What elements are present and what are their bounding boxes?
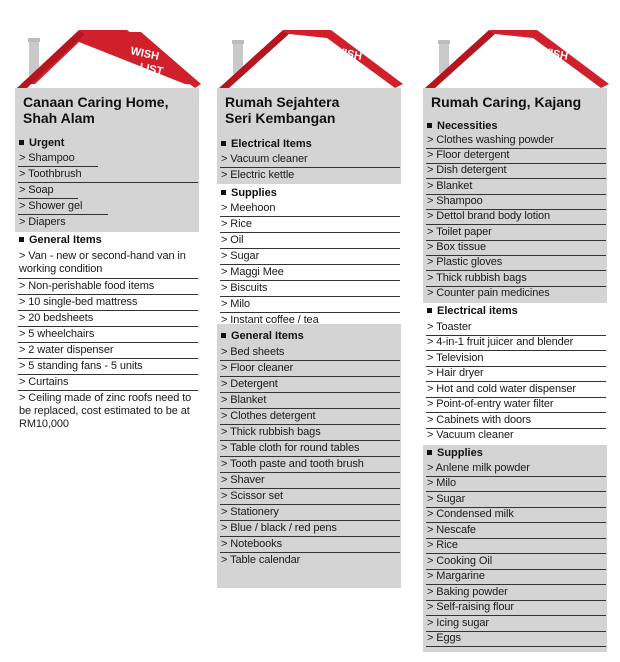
list-item: > Soap — [19, 184, 54, 196]
list-item: > 4-in-1 fruit juicer and blender — [427, 336, 574, 348]
list-item: > Sugar — [221, 250, 260, 262]
list-item: > Thick rubbish bags — [221, 426, 321, 438]
list-item: > Box tissue — [427, 241, 487, 253]
list-item: > Blanket — [221, 394, 267, 406]
list-item: > Point-of-entry water filter — [427, 398, 554, 410]
wish-badge-line1: WISH — [538, 45, 569, 63]
list-item: > Margarine — [427, 570, 485, 582]
list-item: > Cooking Oil — [427, 555, 493, 567]
list-item: > Anlene milk powder — [427, 462, 530, 474]
list-panel — [217, 88, 401, 588]
list-item: > Biscuits — [221, 282, 268, 294]
home-column-sejahtera — [217, 26, 405, 646]
list-item: > Plastic gloves — [427, 256, 503, 268]
bullet-square-icon — [221, 190, 226, 195]
section-heading-supplies: Supplies — [427, 447, 483, 460]
list-item: > Hair dryer — [427, 367, 484, 379]
list-item: > Table calendar — [221, 554, 301, 566]
list-item: > Milo — [427, 477, 457, 489]
list-item: > Scissor set — [221, 490, 283, 502]
list-item: > Electric kettle — [221, 169, 295, 181]
home-title-line1: Rumah Sejahtera — [225, 94, 340, 110]
list-item: > Rice — [221, 218, 252, 230]
list-item: > Table cloth for round tables — [221, 442, 360, 454]
bullet-square-icon — [427, 123, 432, 128]
list-item: > Baking powder — [427, 586, 508, 598]
bullet-square-icon — [427, 450, 432, 455]
house-roof-icon — [15, 26, 203, 88]
list-item: > Cabinets with doors — [427, 414, 531, 426]
list-item: > Meehoon — [221, 202, 276, 214]
list-item: > Icing sugar — [427, 617, 489, 629]
list-item: > Counter pain medicines — [427, 287, 550, 299]
section-heading-electrical-items: Electrical items — [427, 305, 518, 318]
list-item: > Clothes washing powder — [427, 134, 554, 146]
list-item: > Vacuum cleaner — [427, 429, 514, 441]
list-item: > Notebooks — [221, 538, 282, 550]
list-item: > Shampoo — [427, 195, 483, 207]
bullet-square-icon — [19, 140, 24, 145]
list-panel — [423, 88, 607, 652]
list-item: > Non-perishable food items — [19, 280, 155, 292]
list-item: > Hot and cold water dispenser — [427, 383, 576, 395]
list-item: > Vacuum cleaner — [221, 153, 308, 165]
bullet-square-icon — [221, 141, 226, 146]
list-item: > Eggs — [427, 632, 461, 644]
list-item: > Television — [427, 352, 484, 364]
list-item: > Curtains — [19, 376, 69, 388]
list-item: > Bed sheets — [221, 346, 285, 358]
wish-badge-line2: LIST — [341, 61, 368, 78]
list-item: > Toothbrush — [19, 168, 82, 180]
house-roof-icon — [217, 26, 405, 88]
list-item: > Dish detergent — [427, 164, 507, 176]
list-item: > 5 wheelchairs — [19, 328, 95, 340]
list-item: > Shaver — [221, 474, 265, 486]
home-title-line2: Seri Kembangan — [225, 110, 336, 126]
list-item: > 2 water dispenser — [19, 344, 114, 356]
list-item: > Floor detergent — [427, 149, 510, 161]
list-item: > Ceiling made of zinc roofs need to be replaced, cost estimated to be at RM10,000 — [19, 392, 192, 430]
home-title-line1: Rumah Caring, Kajang — [431, 94, 582, 110]
wish-badge-line2: LIST — [547, 61, 574, 78]
list-item: > Self-raising flour — [427, 601, 514, 613]
list-item: > 5 standing fans - 5 units — [19, 360, 143, 372]
list-item: > Diapers — [19, 216, 66, 228]
list-item: > Instant coffee / tea — [221, 314, 319, 326]
list-item: > Tooth paste and tooth brush — [221, 458, 364, 470]
list-item: > Shampoo — [19, 152, 75, 164]
list-item: > Toaster — [427, 321, 472, 333]
section-heading-general-items: General Items — [221, 330, 304, 343]
list-item: > Toilet paper — [427, 226, 492, 238]
home-column-canaan — [15, 26, 203, 646]
list-item: > Floor cleaner — [221, 362, 294, 374]
list-item: > 20 bedsheets — [19, 312, 94, 324]
list-item: > Van - new or second-hand van in working condition — [19, 250, 186, 275]
section-heading-necessities: Necessities — [427, 120, 498, 133]
list-item: > Rice — [427, 539, 458, 551]
list-item: > Nescafe — [427, 524, 476, 536]
list-item: > Dettol brand body lotion — [427, 210, 551, 222]
list-item: > Thick rubbish bags — [427, 272, 527, 284]
wish-badge-line2: LIST — [138, 61, 165, 78]
list-item: > 10 single-bed mattress — [19, 296, 138, 308]
bullet-square-icon — [427, 308, 432, 313]
list-panel — [15, 88, 199, 466]
list-item: > Stationery — [221, 506, 279, 518]
list-item: > Oil — [221, 234, 244, 246]
list-item: > Sugar — [427, 493, 466, 505]
home-column-caring-kajang — [423, 26, 611, 656]
list-item: > Maggi Mee — [221, 266, 284, 278]
wish-badge-line1: WISH — [332, 45, 363, 63]
list-item: > Blanket — [427, 180, 473, 192]
section-heading-electrical-items: Electrical Items — [221, 138, 312, 151]
house-roof-icon — [423, 26, 611, 88]
home-title-line2: Shah Alam — [23, 110, 95, 126]
list-item: > Blue / black / red pens — [221, 522, 337, 534]
list-item: > Milo — [221, 298, 251, 310]
section-heading-general-items: General Items — [19, 234, 102, 247]
bullet-square-icon — [221, 333, 226, 338]
list-item: > Detergent — [221, 378, 278, 390]
list-item: > Shower gel — [19, 200, 83, 212]
wish-badge-line1: WISH — [129, 45, 160, 63]
section-heading-urgent: Urgent — [19, 137, 64, 150]
section-heading-supplies: Supplies — [221, 187, 277, 200]
bullet-square-icon — [19, 237, 24, 242]
list-item: > Clothes detergent — [221, 410, 316, 422]
list-item: > Condensed milk — [427, 508, 514, 520]
home-title-line1: Canaan Caring Home, — [23, 94, 169, 110]
